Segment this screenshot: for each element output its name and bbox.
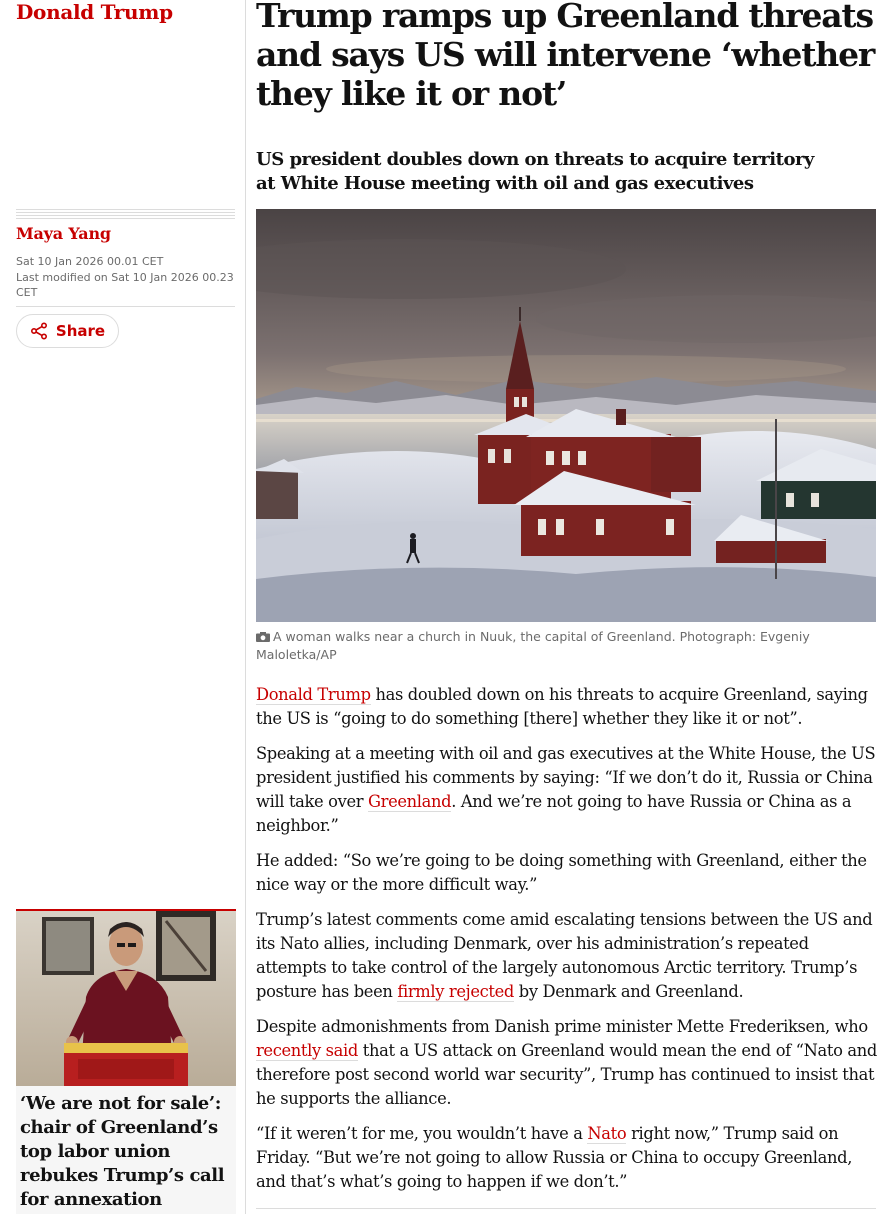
body-paragraph-4 (256, 908, 878, 1004)
related-story-headline[interactable]: ‘We are not for sale’: chair of Greenland’s top labor union rebukes Trump’s call for annexation (20, 1093, 225, 1210)
body-text: by Denmark and Greenland. (513, 982, 744, 1001)
body-paragraph-3: He added: “So we’re going to be doing something with Greenland, either the nice way or the more difficult way.” (256, 851, 867, 894)
article-headline: Trump ramps up Greenland threats and says US will intervene ‘whether they like it or not’ (256, 0, 875, 113)
byline-author[interactable]: Maya Yang (16, 224, 111, 243)
modified-date: Last modified on Sat 10 Jan 2026 00.23 (16, 270, 234, 284)
body-text: that a US attack on Greenland would mean the end of “Nato and therefore post second world war security”, Trump has continued to insist that he supports the alliance. (256, 1041, 877, 1108)
camera-icon (256, 632, 270, 642)
related-story-image (16, 911, 236, 1086)
related-story-card[interactable] (16, 909, 236, 1214)
link-nato[interactable]: Nato (587, 1124, 627, 1143)
article-body (256, 683, 878, 1205)
published-date: Sat 10 Jan 2026 00.01 CET (16, 255, 164, 268)
body-text: . And we’re not going to have Russia or China as a neighbor.” (256, 792, 852, 835)
body-text: “If it weren’t for me, you wouldn’t have a (256, 1124, 588, 1143)
link-recently-said[interactable]: recently said (256, 1041, 358, 1060)
share-button[interactable] (16, 314, 119, 348)
hero-image[interactable] (256, 209, 876, 622)
modified-date-cont: CET (16, 286, 38, 299)
dateline (16, 254, 236, 301)
link-firmly-rejected[interactable]: firmly rejected (397, 982, 514, 1001)
body-text: Trump’s latest comments come amid escalating tensions between the US and its Nato allies, including Denmark, over his administration’s repeated attempts to take control of the largely autonomous Arctic territory. Trump’s posture has been (256, 910, 873, 1001)
link-greenland[interactable]: Greenland (368, 792, 452, 811)
share-icon (30, 322, 48, 340)
meta-divider (16, 306, 235, 307)
image-caption-text: A woman walks near a church in Nuuk, the capital of Greenland. Photograph: Evgeniy Maloletka/AP (256, 629, 810, 662)
link-donald-trump[interactable]: Donald Trump (256, 685, 371, 704)
image-caption (256, 628, 856, 664)
body-text: right now,” Trump said on Friday. “But we’re not going to allow Russia or China to occupy Greenland, and that’s what’s going to happen if we don’t.” (256, 1124, 853, 1191)
meta-divider-lines (16, 209, 235, 220)
body-text: Speaking at a meeting with oil and gas executives at the White House, the US president justified his comments by saying: “If we don’t do it, Russia or China will take over (256, 744, 876, 811)
left-meta-column (0, 0, 246, 1214)
body-paragraph-2 (256, 742, 878, 838)
body-paragraph-1 (256, 683, 878, 731)
hero-photo (256, 209, 876, 622)
bottom-divider (256, 1208, 876, 1209)
article-standfirst: US president doubles down on threats to acquire territory at White House meeting with oil and gas executives (256, 149, 814, 194)
body-paragraph-5 (256, 1015, 878, 1111)
body-text: has doubled down on his threats to acquire Greenland, saying the US is “going to do something [there] whether they like it or not”. (256, 685, 868, 728)
share-label: Share (55, 322, 106, 340)
body-paragraph-6 (256, 1122, 878, 1194)
section-tag[interactable]: Donald Trump (16, 0, 173, 24)
body-text: Despite admonishments from Danish prime minister Mette Frederiksen, who (256, 1017, 868, 1036)
